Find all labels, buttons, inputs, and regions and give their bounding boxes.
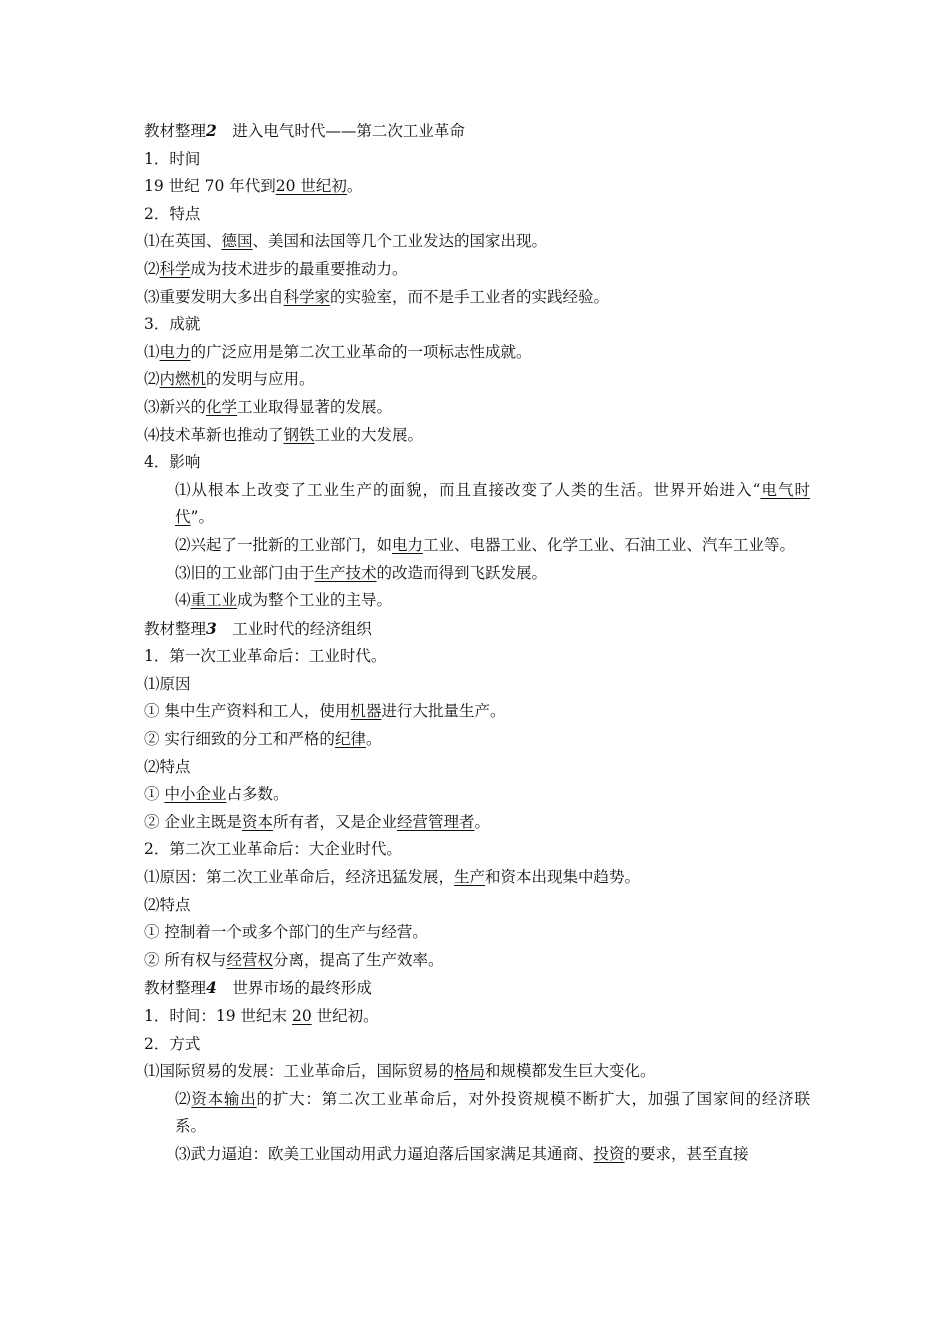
text-span: 教材整理 — [144, 122, 207, 140]
text-span: 教材整理 — [144, 979, 207, 998]
text-line — [144, 173, 810, 201]
text-line — [144, 947, 810, 975]
text-span: ”。 — [190, 508, 214, 527]
text-span: 的扩大：第二次工业革命后，对外投资规模不断扩大，加强了国家间的经济联系。 — [175, 1089, 810, 1136]
underlined-answer: 科学家 — [283, 287, 331, 306]
underlined-answer: 生产技术 — [314, 563, 377, 582]
document-page — [144, 117, 810, 1169]
text-span: 的实验室，而不是手工业者的实践经验。 — [330, 287, 610, 306]
text-span: ⑶重要发明大多出自 — [144, 287, 284, 306]
underlined-answer: 电力 — [392, 535, 424, 554]
underlined-answer: 纪律 — [334, 730, 366, 749]
text-span: 世纪初。 — [311, 1007, 379, 1025]
text-span: ⑵特点 — [144, 757, 191, 776]
underlined-answer: 电力 — [159, 342, 191, 361]
text-line — [144, 892, 810, 920]
text-line — [144, 864, 810, 892]
underlined-answer: 20 世纪初 — [275, 177, 347, 196]
text-span: ⑶旧的工业部门由于 — [175, 563, 315, 582]
text-span: ⑴从根本上改变了工业生产的面貌，而且直接改变了人类的生活。世界开始进入“ — [175, 480, 761, 499]
text-span: 的发明与应用。 — [206, 370, 315, 389]
text-span: ① — [144, 785, 165, 804]
text-span: 1．第一次工业革命后：工业时代。 — [144, 647, 387, 666]
text-span: 3．成就 — [144, 315, 201, 334]
text-line — [144, 228, 810, 256]
underlined-answer: 格局 — [454, 1062, 486, 1081]
text-span: 。 — [346, 177, 363, 196]
text-span: 分离，提高了生产效率。 — [272, 950, 444, 969]
underlined-answer: 生产 — [454, 868, 486, 887]
text-line — [144, 532, 810, 560]
text-span: ① 集中生产资料和工人，使用 — [144, 702, 351, 721]
text-span: ⑴ — [144, 342, 160, 361]
text-span: 教材整理 — [144, 619, 207, 638]
text-line — [144, 201, 810, 229]
text-line — [144, 1003, 810, 1031]
text-span: ⑷技术革新也推动了 — [144, 425, 284, 444]
text-span: ⑵ — [144, 370, 160, 389]
section-heading — [144, 615, 810, 644]
underlined-answer: 重工业 — [190, 591, 238, 610]
text-line — [144, 781, 810, 809]
text-line — [144, 339, 810, 367]
section-number: 4 — [206, 978, 217, 998]
text-span: 2．特点 — [144, 204, 201, 223]
underlined-answer: 科学 — [159, 259, 191, 278]
text-line — [144, 726, 810, 754]
text-line — [144, 836, 810, 864]
text-span: 世界市场的最终形成 — [216, 979, 372, 998]
text-span: 的改造而得到飞跃发展。 — [376, 563, 548, 582]
text-span: ② 企业主既是 — [144, 812, 242, 831]
text-span: 工业时代的经济组织 — [216, 619, 372, 638]
text-span: ⑴在英国、 — [144, 232, 222, 251]
text-span: ⑴原因 — [144, 674, 191, 693]
text-line — [144, 1086, 810, 1141]
text-line — [144, 919, 810, 947]
text-line — [144, 449, 810, 477]
text-line — [144, 256, 810, 284]
text-span: 工业的大发展。 — [314, 425, 424, 444]
text-line — [144, 698, 810, 726]
text-line — [144, 1141, 810, 1169]
section-number: 3 — [206, 618, 217, 638]
text-span: ⑴原因：第二次工业革命后，经济迅猛发展， — [144, 868, 455, 887]
text-span: 1．时间：19 世纪末 — [144, 1007, 292, 1025]
text-line — [144, 422, 810, 450]
text-line — [144, 1031, 810, 1059]
text-span: ① 控制着一个或多个部门的生产与经营。 — [144, 923, 428, 942]
text-line — [144, 643, 810, 671]
text-span: 的要求，甚至直接 — [624, 1144, 749, 1163]
text-span: 。 — [365, 730, 382, 749]
text-span: 、美国和法国等几个工业发达的国家出现。 — [252, 232, 548, 251]
underlined-answer: 资本 — [241, 812, 273, 831]
text-line — [144, 146, 810, 174]
section-number: 2 — [206, 121, 217, 140]
text-span: ⑶新兴的 — [144, 397, 207, 416]
text-line — [144, 587, 810, 615]
underlined-answer: 中小企业 — [164, 785, 227, 804]
text-span: 成为整个工业的主导。 — [237, 591, 393, 610]
text-span: 和资本出现集中趋势。 — [485, 868, 641, 887]
underlined-answer: 电气时代 — [175, 480, 810, 527]
text-span: 占多数。 — [226, 785, 289, 804]
text-span: ⑵兴起了一批新的工业部门，如 — [175, 535, 393, 554]
text-span: 19 世纪 70 年代到 — [144, 177, 276, 196]
text-span: ⑶武力逼迫：欧美工业国动用武力逼迫落后国家满足其通商、 — [175, 1144, 594, 1163]
text-span: 4．影响 — [144, 453, 201, 472]
underlined-answer: 机器 — [350, 702, 382, 721]
underlined-answer: 内燃机 — [159, 370, 207, 389]
text-line — [144, 754, 810, 782]
text-span: 1．时间 — [144, 149, 201, 168]
text-span: 和规模都发生巨大变化。 — [485, 1062, 656, 1081]
underlined-answer: 20 — [291, 1007, 312, 1025]
text-line — [144, 1058, 810, 1086]
text-span: ⑵ — [175, 1089, 192, 1108]
text-line — [144, 366, 810, 394]
text-span: 进行大批量生产。 — [381, 702, 506, 721]
underlined-answer: 经营管理者 — [396, 812, 475, 831]
text-line — [144, 809, 810, 837]
text-span: ⑴国际贸易的发展：工业革命后，国际贸易的 — [144, 1062, 455, 1081]
section-heading — [144, 974, 810, 1003]
underlined-answer: 资本输出 — [191, 1089, 257, 1108]
text-span: 2．第二次工业革命后：大企业时代。 — [144, 840, 402, 859]
text-span: 工业取得显著的发展。 — [237, 397, 393, 416]
text-span: ⑷ — [175, 591, 191, 610]
text-line — [144, 394, 810, 422]
text-span: 成为技术进步的最重要推动力。 — [190, 259, 408, 278]
text-span: 进入电气时代——第二次工业革命 — [216, 122, 465, 140]
text-line — [144, 284, 810, 312]
section-heading — [144, 117, 810, 146]
text-span: 工业、电器工业、化学工业、石油工业、汽车工业等。 — [423, 535, 796, 554]
text-span: 的广泛应用是第二次工业革命的一项标志性成就。 — [190, 342, 532, 361]
text-span: 所有者，又是企业 — [272, 812, 397, 831]
text-span: ⑵ — [144, 259, 160, 278]
text-line — [144, 477, 810, 532]
text-line — [144, 560, 810, 588]
text-line — [144, 311, 810, 339]
text-span: ② 实行细致的分工和严格的 — [144, 730, 335, 749]
underlined-answer: 经营权 — [226, 950, 273, 969]
underlined-answer: 钢铁 — [283, 425, 315, 444]
underlined-answer: 化学 — [206, 397, 238, 416]
text-span: ② 所有权与 — [144, 950, 227, 969]
text-span: ⑵特点 — [144, 895, 191, 914]
text-span: 。 — [474, 812, 490, 831]
text-line — [144, 671, 810, 699]
text-span: 2．方式 — [144, 1034, 201, 1053]
underlined-answer: 投资 — [593, 1144, 625, 1163]
underlined-answer: 德国 — [221, 232, 253, 251]
